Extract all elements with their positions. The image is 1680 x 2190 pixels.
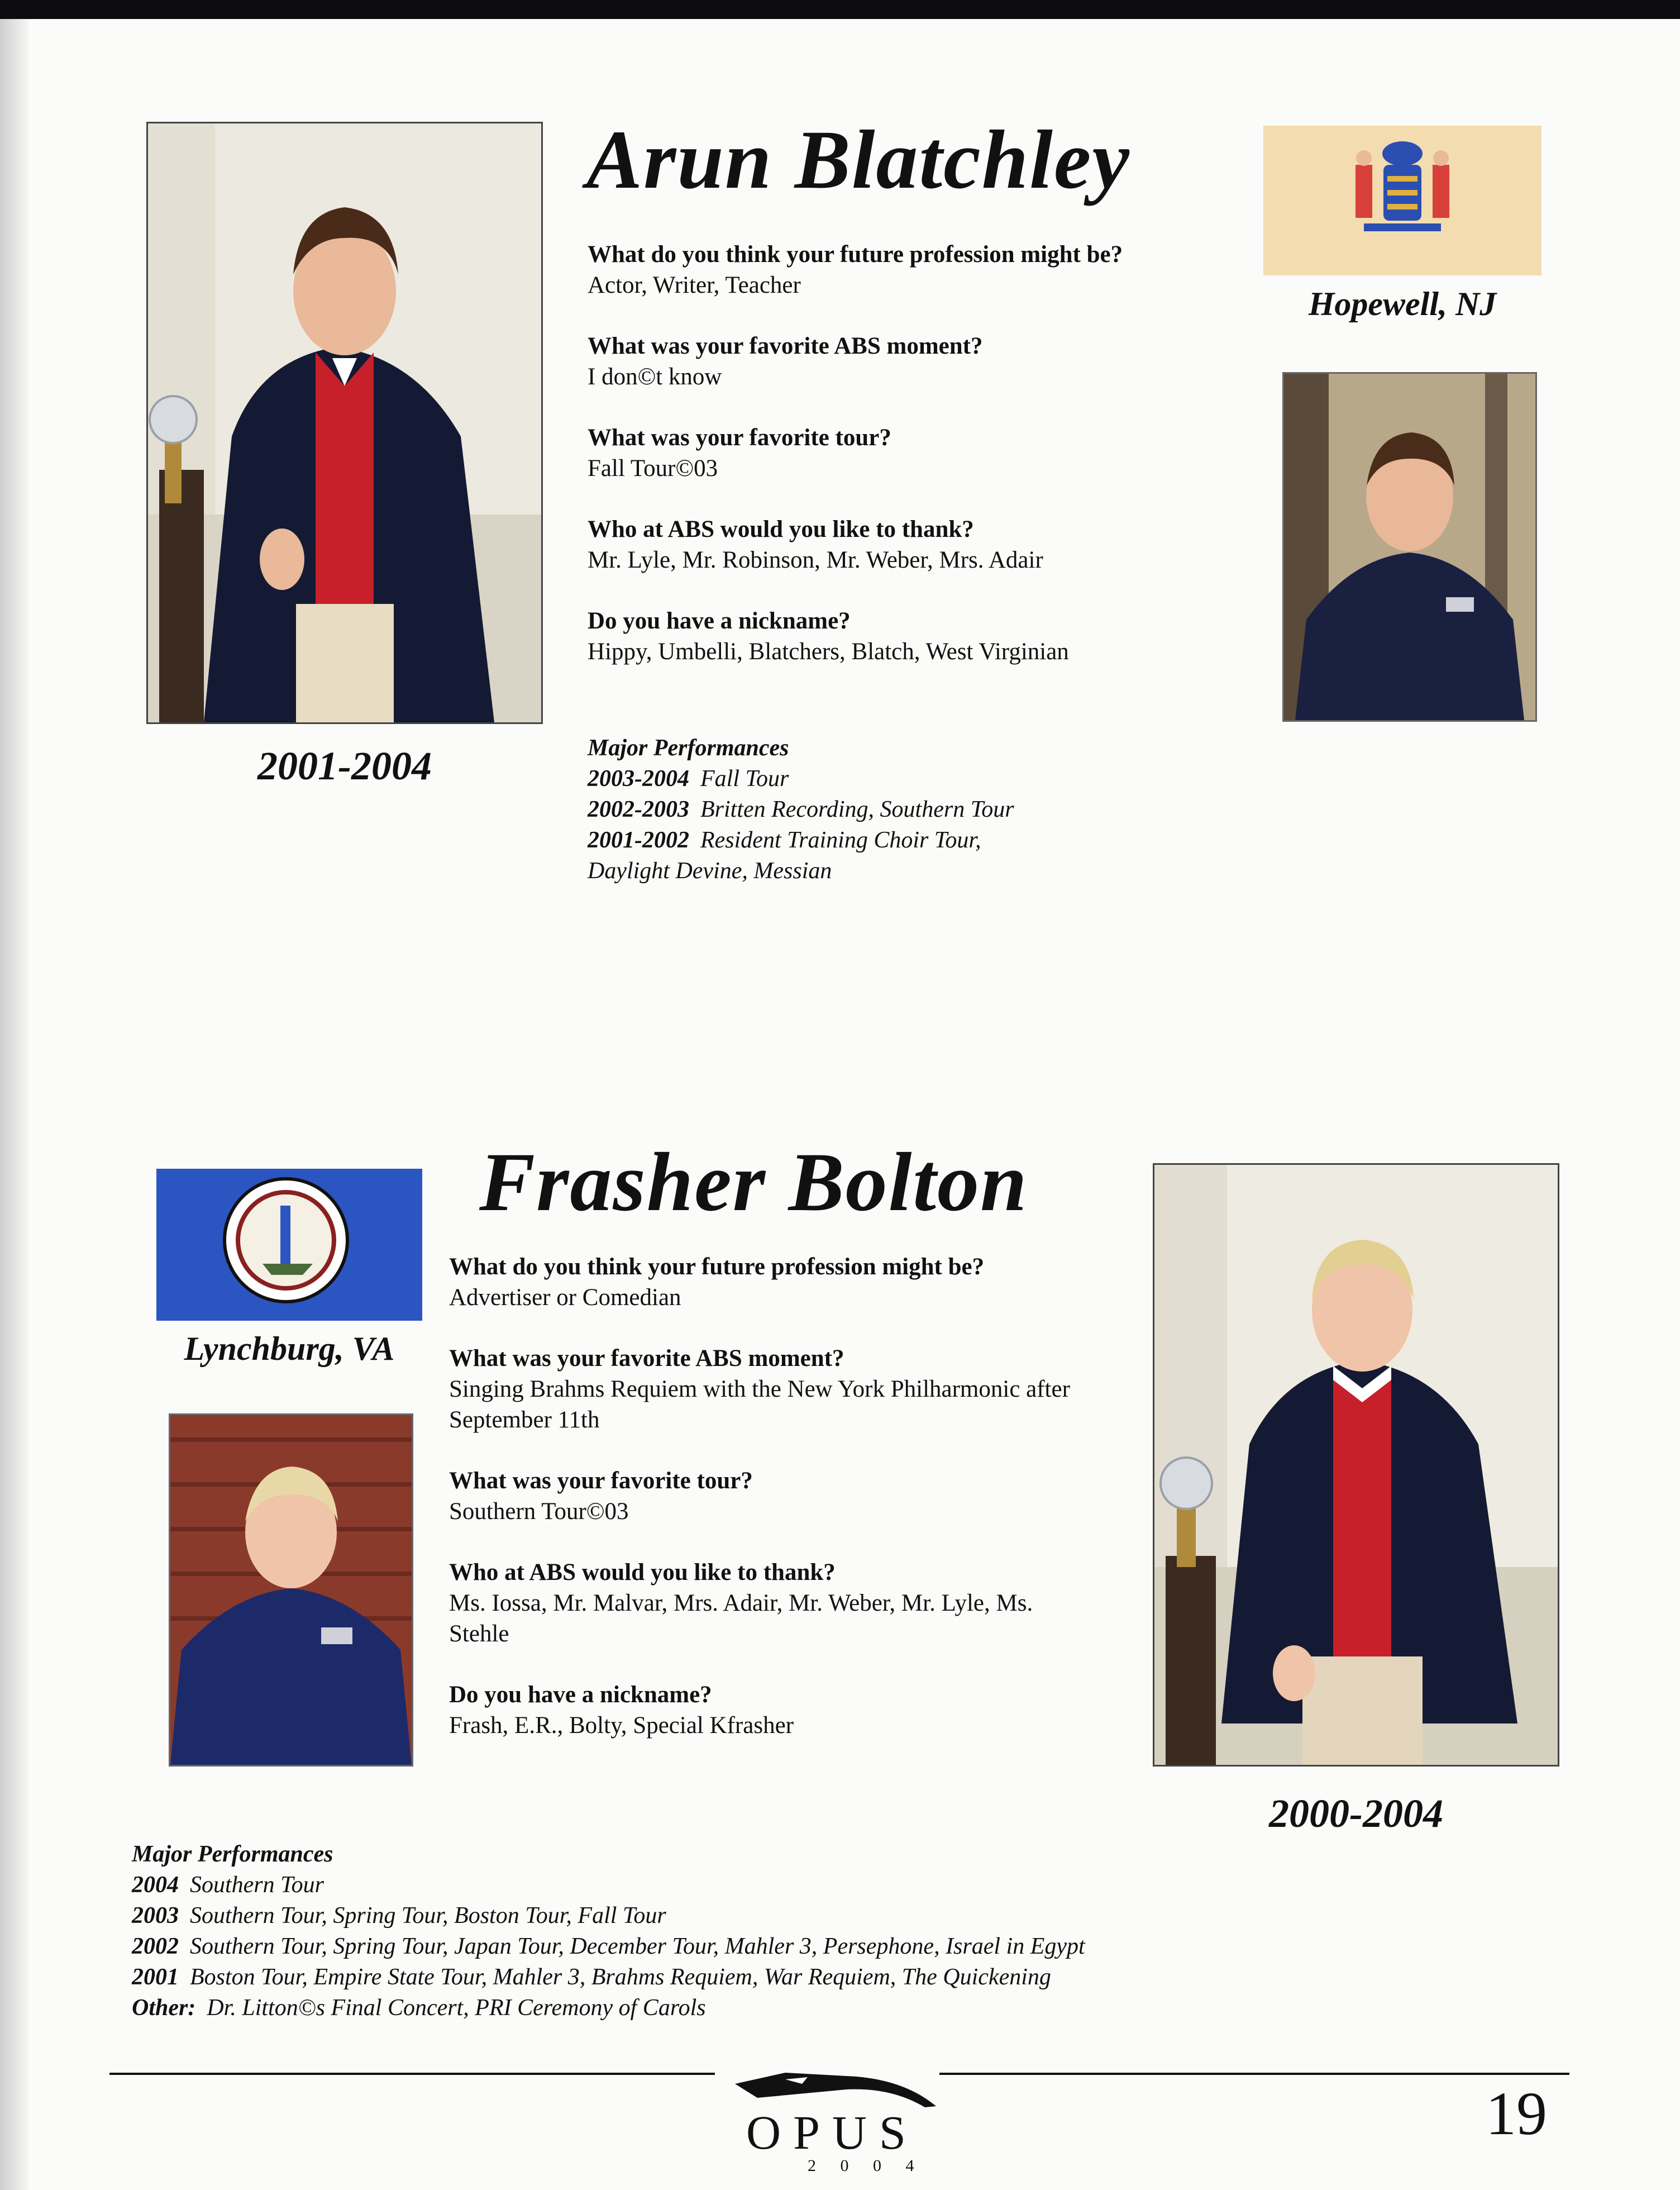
performance-line: Other: Dr. Litton©s Final Concert, PRI Ceremony of Carols bbox=[132, 1995, 706, 2021]
answer-nickname: Frash, E.R., Bolty, Special Kfrasher bbox=[449, 1712, 794, 1739]
answer-thank: Ms. Iossa, Mr. Malvar, Mrs. Adair, Mr. Weber, Mr. Lyle, Ms. Stehle bbox=[449, 1590, 1033, 1647]
casual-photo-arun bbox=[1282, 372, 1537, 722]
opus-logo bbox=[735, 2067, 938, 2179]
footer-rule-left bbox=[109, 2073, 715, 2075]
book-spine-shadow bbox=[0, 0, 29, 2190]
student-name-arun: Arun Blatchley bbox=[586, 113, 1130, 206]
question-favorite-tour: What was your favorite tour? bbox=[588, 425, 891, 451]
logo-year: 2 0 0 4 bbox=[808, 2156, 924, 2175]
question-favorite-moment: What was your favorite ABS moment? bbox=[449, 1345, 844, 1372]
performance-line: 2002 Southern Tour, Spring Tour, Japan Tour, December Tour, Mahler 3, Persephone, Israel in Egypt bbox=[132, 1934, 1085, 1959]
va-state-seal-icon bbox=[156, 1169, 422, 1321]
logo-swoosh-icon bbox=[735, 2067, 938, 2112]
performance-continuation: Daylight Devine, Messian bbox=[588, 858, 832, 884]
portrait-illustration bbox=[148, 123, 541, 722]
answer-nickname: Hippy, Umbelli, Blatchers, Blatch, West Virginian bbox=[588, 639, 1069, 665]
nj-coat-of-arms-icon bbox=[1263, 126, 1541, 275]
qa-block-arun bbox=[588, 239, 1224, 697]
casual-photo-frasher bbox=[169, 1413, 413, 1767]
performances-heading: Major Performances bbox=[132, 1841, 333, 1867]
footer-rule-right bbox=[939, 2073, 1569, 2075]
major-performances-arun bbox=[588, 733, 1202, 887]
major-performances-frasher bbox=[132, 1839, 1416, 2024]
answer-favorite-moment: I don©t know bbox=[588, 364, 722, 390]
scan-top-edge bbox=[0, 0, 1680, 19]
answer-favorite-tour: Fall Tour©03 bbox=[588, 455, 718, 482]
virginia-flag bbox=[156, 1169, 422, 1321]
student-name-frasher: Frasher Bolton bbox=[479, 1136, 1028, 1229]
question-profession: What do you think your future profession might be? bbox=[588, 241, 1123, 268]
question-nickname: Do you have a nickname? bbox=[449, 1682, 712, 1708]
question-thank: Who at ABS would you like to thank? bbox=[449, 1559, 836, 1586]
question-profession: What do you think your future profession might be? bbox=[449, 1254, 985, 1280]
years-caption-arun: 2001-2004 bbox=[257, 744, 432, 788]
question-nickname: Do you have a nickname? bbox=[588, 608, 851, 634]
performance-line: 2003 Southern Tour, Spring Tour, Boston Tour, Fall Tour bbox=[132, 1903, 666, 1929]
portrait-photo-frasher-formal bbox=[1153, 1163, 1559, 1767]
logo-word: OPUS bbox=[746, 2106, 918, 2159]
performance-line: 2003-2004 Fall Tour bbox=[588, 766, 789, 792]
casual-portrait-illustration bbox=[170, 1415, 412, 1765]
page-number: 19 bbox=[1486, 2079, 1547, 2148]
casual-portrait-illustration bbox=[1284, 374, 1535, 720]
performance-line: 2004 Southern Tour bbox=[132, 1872, 324, 1898]
question-favorite-tour: What was your favorite tour? bbox=[449, 1468, 753, 1494]
portrait-photo-arun-formal bbox=[146, 122, 543, 724]
hometown-caption-arun: Hopewell, NJ bbox=[1308, 285, 1497, 322]
answer-profession: Advertiser or Comedian bbox=[449, 1284, 681, 1311]
qa-block-frasher bbox=[449, 1251, 1119, 1771]
question-favorite-moment: What was your favorite ABS moment? bbox=[588, 333, 983, 359]
performance-line: 2002-2003 Britten Recording, Southern Tour bbox=[588, 797, 1014, 822]
answer-favorite-tour: Southern Tour©03 bbox=[449, 1498, 629, 1525]
years-caption-frasher: 2000-2004 bbox=[1269, 1791, 1443, 1836]
new-jersey-flag bbox=[1263, 126, 1541, 275]
question-thank: Who at ABS would you like to thank? bbox=[588, 516, 974, 542]
portrait-illustration bbox=[1154, 1165, 1558, 1765]
performances-heading: Major Performances bbox=[588, 735, 789, 761]
performance-line: 2001 Boston Tour, Empire State Tour, Mahler 3, Brahms Requiem, War Requiem, The Quickening bbox=[132, 1964, 1051, 1990]
hometown-caption-frasher: Lynchburg, VA bbox=[184, 1330, 395, 1367]
answer-favorite-moment: Singing Brahms Requiem with the New York Philharmonic after September 11th bbox=[449, 1376, 1070, 1433]
answer-profession: Actor, Writer, Teacher bbox=[588, 272, 801, 298]
answer-thank: Mr. Lyle, Mr. Robinson, Mr. Weber, Mrs. Adair bbox=[588, 547, 1043, 573]
performance-line: 2001-2002 Resident Training Choir Tour, bbox=[588, 827, 981, 853]
